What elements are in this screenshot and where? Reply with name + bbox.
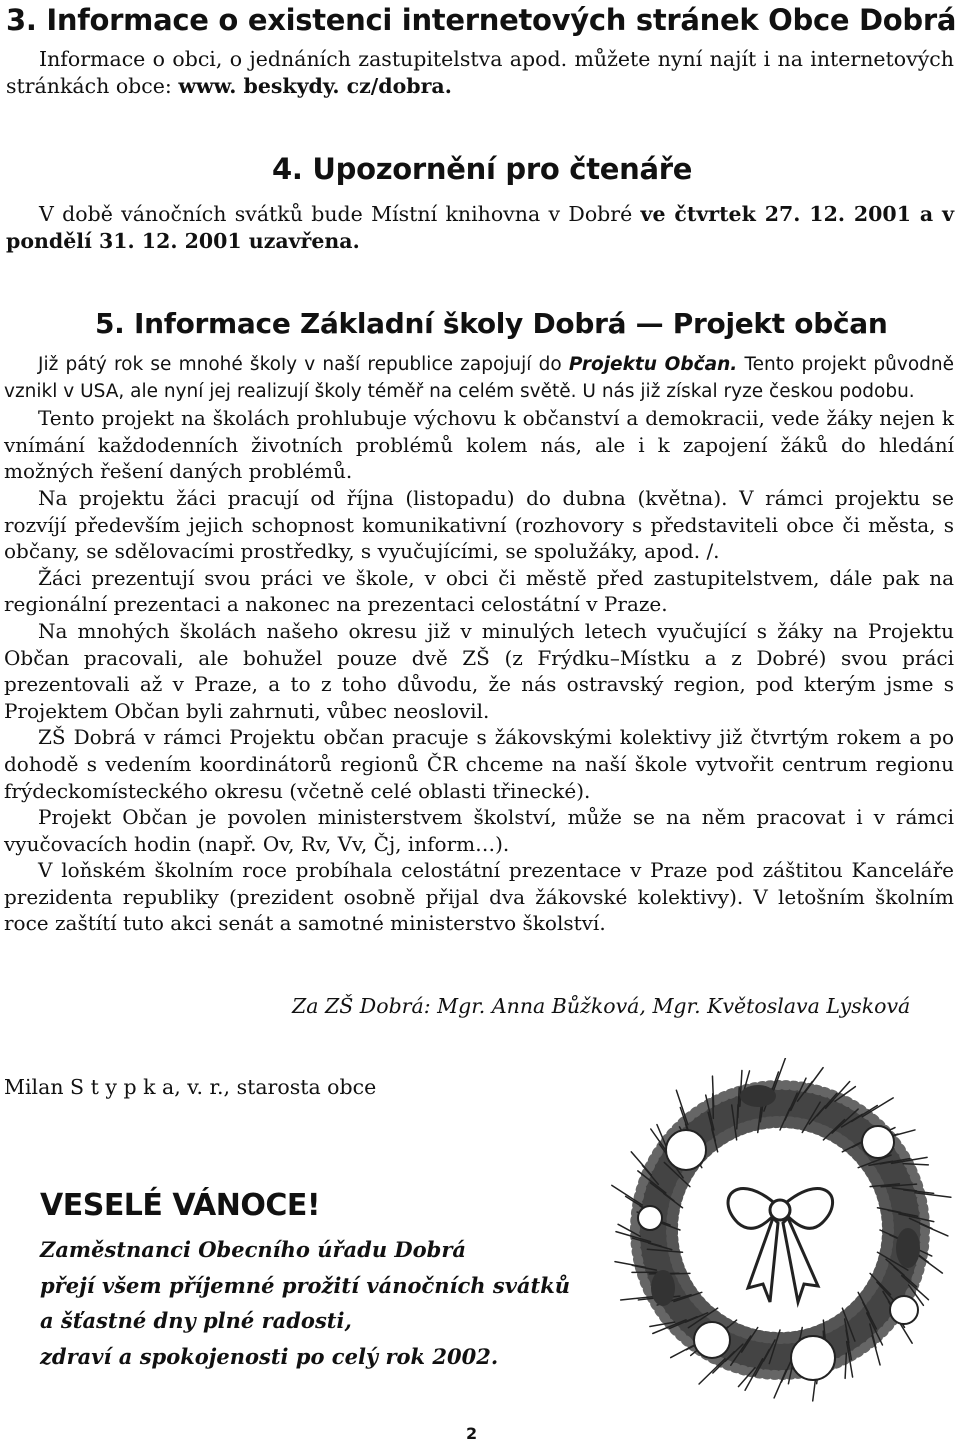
christmas-greeting	[40, 1232, 571, 1374]
pine-needle	[862, 1098, 893, 1117]
christmas-greeting-title: VESELÉ VÁNOCE!	[40, 1188, 321, 1223]
wreath-branches	[612, 1058, 951, 1401]
paragraph-7: Projekt Občan je povolen ministerstvem školství, může se na něm pracovat i v rámci vyučovacích hodin (např. Ov, Rv, Vv, Čj, inform…).	[4, 805, 954, 856]
paragraph-5: Na mnohých školách našeho okresu již v minulých letech vyučující s žáky na Projektu Občan pracovali, ale bohužel pouze dvě ZŠ (z Frýdku–Místku a z Dobré) svou práci prezentovali až v Praze, a to z toho důvodu, že nás ostravský region, pod kterým jsme s Projektem Občan byli zahrnuti, vůbec neoslovil.	[4, 618, 954, 723]
greeting-line: a šťastné dny plné radosti,	[40, 1308, 352, 1333]
paragraph-8: V loňském školním roce probíhala celostátní prezentace v Praze pod záštitou Kanceláře prezidenta republiky (prezident osobně přijal dva žákovské kolektivy). V letošním školním roce zaštítí tuto akci senát a samotné ministerstvo školství.	[4, 858, 954, 936]
section-5-heading: 5. Informace Základní školy Dobrá — Projekt občan	[95, 307, 888, 340]
paragraph-1-lead: Již pátý rok se mnohé školy v naší republice zapojují do	[38, 354, 569, 375]
paragraph-1	[4, 352, 954, 405]
paragraph-4: Žáci prezentují svou práci ve škole, v obci či městě před zastupitelstvem, dále pak na regionální prezentaci a nakonec na prezentaci celostátní v Praze.	[4, 565, 954, 617]
section-4-heading: 4. Upozornění pro čtenáře	[272, 152, 693, 186]
paragraph-1-rest: Tento projekt původně vznikl v USA, ale nyní jej realizují školy téměř na celém světě. U nás již získal ryze českou podobu.	[4, 354, 954, 402]
library-closure-dates: ve čtvrtek 27. 12. 2001 a v pondělí 31. 12. 2001 uzavřena.	[6, 202, 954, 253]
section-3-body: Informace o obci, o jednáních zastupitelstva apod. můžete nyní najít i na internetových stránkách obce:	[6, 47, 954, 98]
page-number: 2	[466, 1424, 478, 1443]
paragraph-3: Na projektu žáci pracují od října (listopadu) do dubna (května). V rámci projektu se rozvíjí především jejich schopnost komunikativní (rozhovory s představiteli obce či města, s občany, se sdělovacími prostředky, s vyučujícími, se spolužáky, apod. /.	[4, 485, 954, 564]
school-signature: Za ZŠ Dobrá: Mgr. Anna Bůžková, Mgr. Květoslava Lysková	[292, 994, 911, 1018]
project-name: Projektu Občan.	[568, 354, 738, 375]
christmas-wreath-illustration	[608, 1058, 958, 1408]
section-3-text	[6, 46, 954, 99]
website-link[interactable]: www. beskydy. cz/dobra.	[178, 73, 452, 98]
section-4-text	[6, 201, 954, 254]
ribbon-bow-icon	[728, 1189, 833, 1302]
paragraph-2: Tento projekt na školách prohlubuje výchovu k občanství a demokracii, vede žáky nejen k vnímání každodenních životních problémů kolem nás, ale i k zapojení žáků do hledání možných řešení daných problémů.	[4, 406, 954, 484]
section-4-body: V době vánočních svátků bude Místní knihovna v Dobré	[39, 202, 641, 226]
section-5-body	[4, 352, 954, 937]
greeting-line: Zaměstnanci Obecního úřadu Dobrá	[40, 1237, 466, 1262]
greeting-line: zdraví a spokojenosti po celý rok 2002.	[40, 1343, 499, 1369]
mayor-signature: Milan S t y p k a, v. r., starosta obce	[4, 1075, 377, 1099]
paragraph-6: ZŠ Dobrá v rámci Projektu občan pracuje s žákovskými kolektivy již čtvrtým rokem a po dohodě s vedením koordinátorů regionů ČR chceme na naší škole vytvořit centrum regionu frýdeckomísteckého okresu (včetně celé oblasti třinecké).	[4, 725, 954, 803]
greeting-line: přejí všem příjemné prožití vánočních svátků	[40, 1272, 571, 1298]
section-3-heading: 3. Informace o existenci internetových stránek Obce Dobrá	[6, 3, 957, 37]
